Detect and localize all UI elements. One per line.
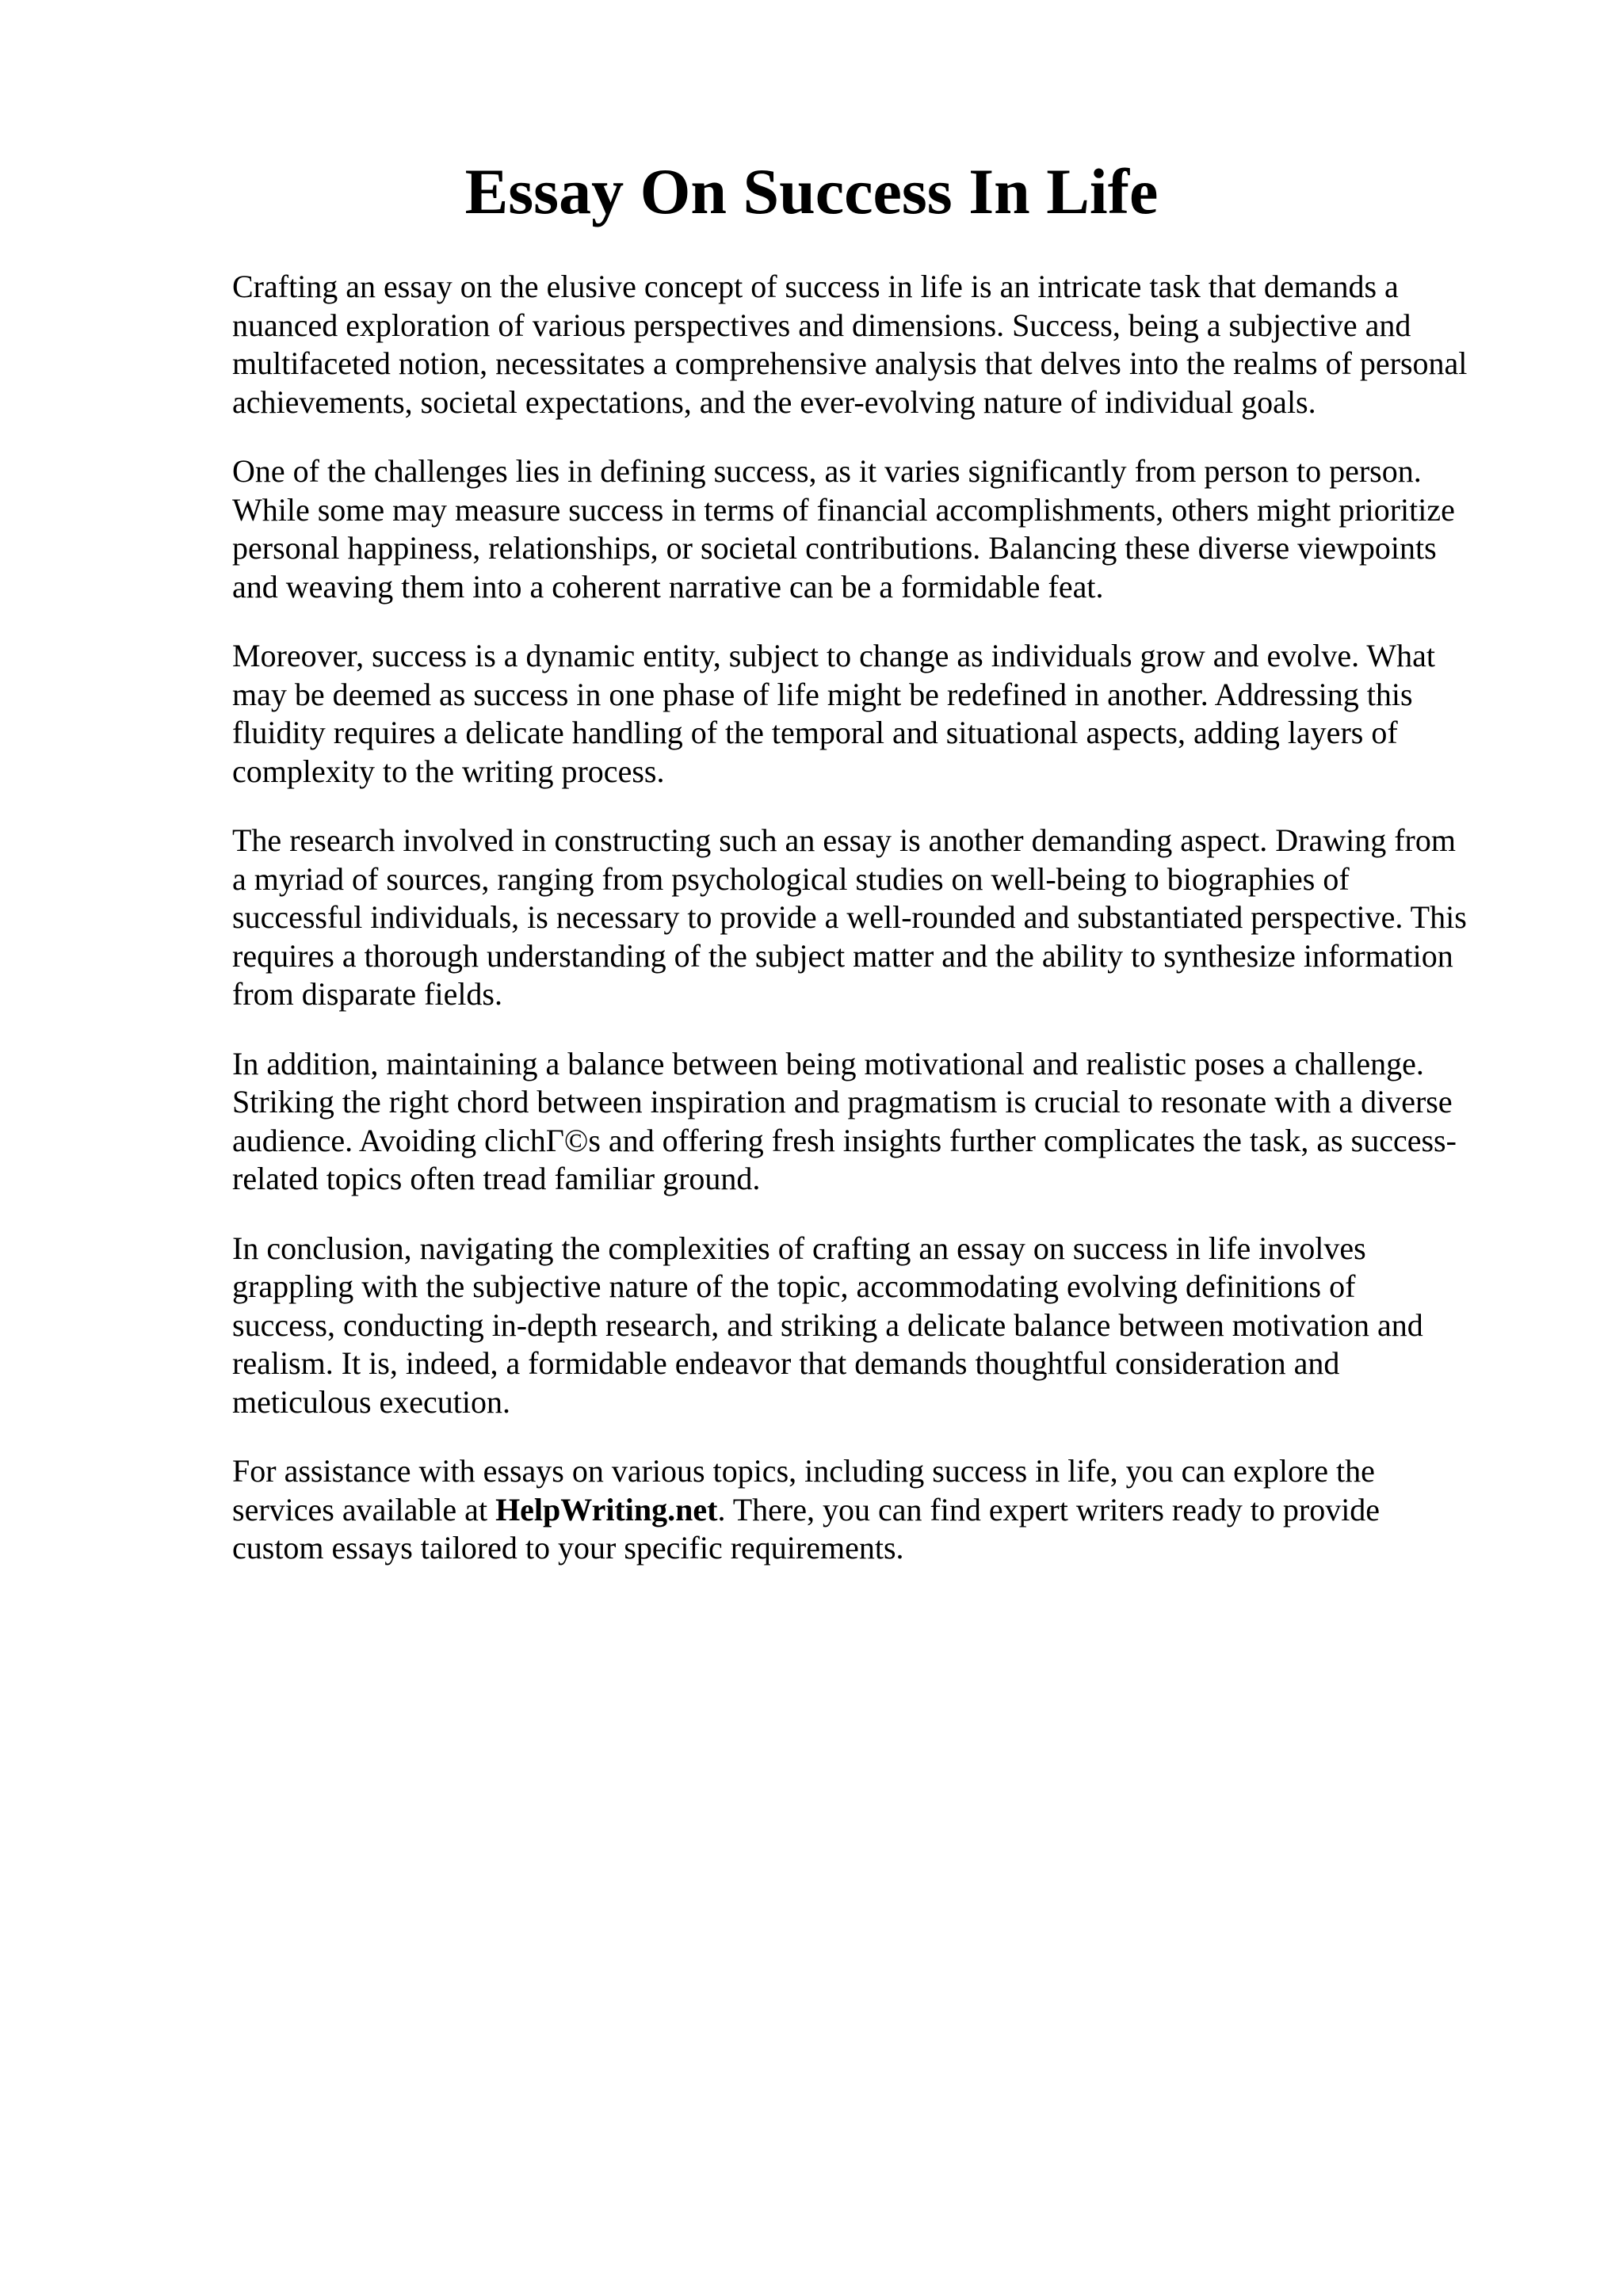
text-line: audience. Avoiding clichΓ©s and offering fresh insights further complicates the task, as success- (232, 1122, 1457, 1158)
text-line: related topics often tread familiar ground. (232, 1161, 761, 1196)
paragraph-3 (232, 637, 1532, 791)
text-line: and weaving them into a coherent narrative can be a formidable feat. (232, 568, 1104, 605)
essay-body (232, 268, 1532, 1599)
text-line: grappling with the subjective nature of the topic, accommodating evolving definitions of (232, 1268, 1356, 1304)
text-line: fluidity requires a delicate handling of the temporal and situational aspects, adding layers of (232, 715, 1398, 750)
text-line: realism. It is, indeed, a formidable endeavor that demands thoughtful consideration and (232, 1345, 1340, 1381)
text-line: One of the challenges lies in defining success, as it varies significantly from person to person. (232, 453, 1422, 489)
text-line: Crafting an essay on the elusive concept of success in life is an intricate task that demands a (232, 269, 1399, 304)
helpwriting-link[interactable]: HelpWriting.net (495, 1491, 718, 1527)
closing-paragraph (232, 1452, 1532, 1568)
paragraph-5 (232, 1045, 1532, 1199)
paragraph-4 (232, 822, 1532, 1014)
text-line: nuanced exploration of various perspectives and dimensions. Success, being a subjective and (232, 307, 1411, 343)
text-line: successful individuals, is necessary to provide a well-rounded and substantiated perspective. This (232, 899, 1467, 935)
text-line: requires a thorough understanding of the subject matter and the ability to synthesize information (232, 937, 1453, 974)
text-fragment: . There, you can find expert writers ready to provide (717, 1491, 1381, 1527)
text-line: success, conducting in-depth research, and striking a delicate balance between motivation and (232, 1306, 1423, 1343)
text-line: may be deemed as success in one phase of life might be redefined in another. Addressing this (232, 676, 1413, 712)
text-line: personal happiness, relationships, or societal contributions. Balancing these diverse viewpoints (232, 530, 1437, 566)
text-line: complexity to the writing process. (232, 753, 665, 789)
text-line: multifaceted notion, necessitates a comprehensive analysis that delves into the realms of personal (232, 345, 1468, 381)
text-line: achievements, societal expectations, and the ever-evolving nature of individual goals. (232, 383, 1316, 420)
text-line: In conclusion, navigating the complexities of crafting an essay on success in life involves (232, 1230, 1366, 1266)
text-line: While some may measure success in terms of financial accomplishments, others might prioritize (232, 491, 1455, 528)
text-line: For assistance with essays on various topics, including success in life, you can explore the (232, 1453, 1375, 1489)
text-line: meticulous execution. (232, 1383, 511, 1420)
paragraph-2 (232, 452, 1532, 606)
page-title: Essay On Success In Life (464, 155, 1159, 227)
paragraph-6 (232, 1230, 1532, 1422)
text-line-with-link (232, 1491, 1532, 1530)
text-fragment: services available at (232, 1491, 496, 1527)
text-line: In addition, maintaining a balance between being motivational and realistic poses a challenge. (232, 1045, 1424, 1081)
text-line: The research involved in constructing such an essay is another demanding aspect. Drawing from (232, 822, 1456, 858)
text-line: from disparate fields. (232, 976, 502, 1012)
text-line: Striking the right chord between inspiration and pragmatism is crucial to resonate with a diverse (232, 1084, 1453, 1119)
text-line: a myriad of sources, ranging from psychological studies on well-being to biographies of (232, 860, 1350, 897)
paragraph-1 (232, 268, 1532, 421)
text-line: custom essays tailored to your specific requirements. (232, 1530, 904, 1566)
text-line: Moreover, success is a dynamic entity, subject to change as individuals grow and evolve. What (232, 638, 1435, 673)
